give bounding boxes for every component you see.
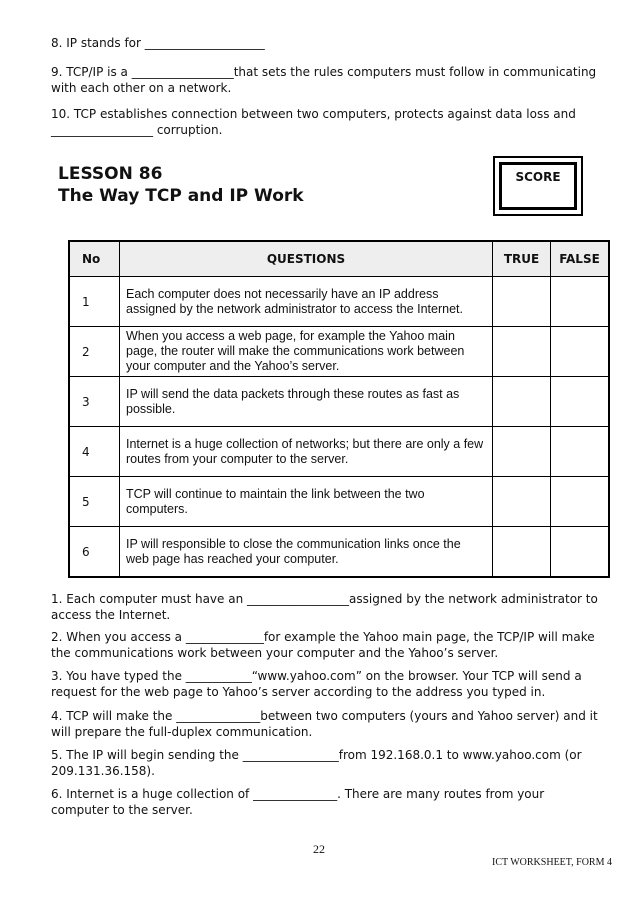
row-number: 2: [69, 327, 120, 377]
bottom-question-2: 2. When you access a _____________for example the Yahoo main page, the TCP/IP will make the communications work between your computer and the Yahoo’s server.: [51, 630, 595, 660]
table-row: [69, 277, 609, 327]
table-header-row: [69, 241, 609, 277]
true-answer-cell[interactable]: [493, 277, 551, 327]
table-row: [69, 377, 609, 427]
row-question: Each computer does not necessarily have an IP address assigned by the network administrator to access the Internet.: [120, 277, 493, 327]
row-number: 4: [69, 427, 120, 477]
header-true: TRUE: [493, 241, 551, 277]
table-row: [69, 327, 609, 377]
top-question-9: 9. TCP/IP is a _________________that sets the rules computers must follow in communicating with each other on a network.: [51, 65, 597, 95]
page-number: 22: [313, 842, 325, 856]
true-answer-cell[interactable]: [493, 327, 551, 377]
top-question-10: 10. TCP establishes connection between two computers, protects against data loss and _________________ corruption.: [51, 107, 576, 137]
lesson-number: LESSON 86: [58, 164, 163, 184]
true-answer-cell[interactable]: [493, 527, 551, 578]
bottom-question-1: 1. Each computer must have an _________________assigned by the network administrator to access the Internet.: [51, 592, 598, 622]
false-answer-cell[interactable]: [551, 477, 610, 527]
false-answer-cell[interactable]: [551, 427, 610, 477]
score-box: [493, 156, 583, 216]
top-question-8: 8. IP stands for ____________________: [51, 36, 265, 50]
false-answer-cell[interactable]: [551, 527, 610, 578]
row-number: 1: [69, 277, 120, 327]
row-question: Internet is a huge collection of networks; but there are only a few routes from your computer to the server.: [120, 427, 493, 477]
bottom-question-3: 3. You have typed the ___________“www.yahoo.com” on the browser. Your TCP will send a request for the web page to Yahoo’s server according to the address you typed in.: [51, 669, 582, 699]
header-questions: QUESTIONS: [120, 241, 493, 277]
header-no: No: [69, 241, 120, 277]
lesson-name: The Way TCP and IP Work: [58, 186, 304, 206]
false-answer-cell[interactable]: [551, 277, 610, 327]
true-answer-cell[interactable]: [493, 377, 551, 427]
false-answer-cell[interactable]: [551, 377, 610, 427]
row-question: When you access a web page, for example the Yahoo main page, the router will make the communications work between your computer and the Yahoo’s server.: [120, 327, 493, 377]
true-answer-cell[interactable]: [493, 427, 551, 477]
true-answer-cell[interactable]: [493, 477, 551, 527]
bottom-question-4: 4. TCP will make the ______________between two computers (yours and Yahoo server) and it will prepare the full-duplex communication.: [51, 709, 598, 739]
row-question: IP will responsible to close the communication links once the web page has reached your computer.: [120, 527, 493, 578]
row-question: IP will send the data packets through these routes as fast as possible.: [120, 377, 493, 427]
header-false: FALSE: [551, 241, 610, 277]
lesson-title: [58, 163, 304, 207]
table-row: [69, 527, 609, 578]
table-row: [69, 477, 609, 527]
bottom-question-6: 6. Internet is a huge collection of ______________. There are many routes from your computer to the server.: [51, 787, 545, 817]
row-number: 5: [69, 477, 120, 527]
row-number: 3: [69, 377, 120, 427]
false-answer-cell[interactable]: [551, 327, 610, 377]
footer-course: ICT WORKSHEET, FORM 4: [491, 857, 612, 868]
bottom-question-5: 5. The IP will begin sending the ________________from 192.168.0.1 to www.yahoo.com (or 209.131.36.158).: [51, 748, 582, 778]
row-number: 6: [69, 527, 120, 578]
score-label: SCORE: [515, 170, 561, 184]
row-question: TCP will continue to maintain the link between the two computers.: [120, 477, 493, 527]
true-false-table: [68, 240, 610, 578]
score-box-inner: [499, 162, 577, 210]
table-row: [69, 427, 609, 477]
